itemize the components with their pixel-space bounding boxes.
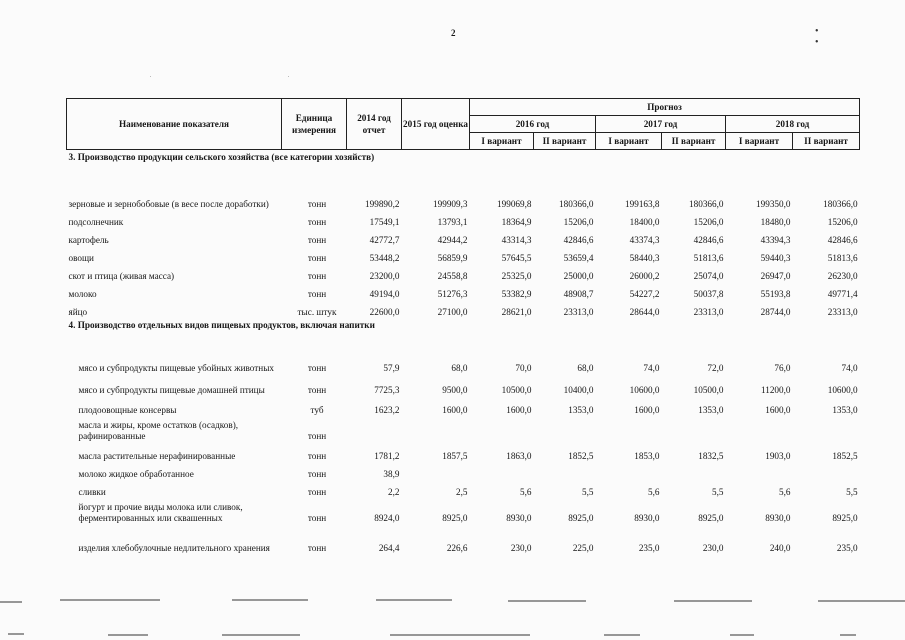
indicator-name: картофель [68,234,109,245]
value-cell: 2,5 [456,486,468,497]
value-cell: 42846,6 [693,234,724,245]
table-row [67,282,860,300]
table-row [67,228,860,246]
table-row [67,346,860,374]
unit-cell: тонн [307,234,327,245]
value-cell: 38,9 [383,468,400,479]
value-cell: 1600,0 [442,404,468,415]
value-cell: 1857,5 [442,450,468,461]
value-cell: 17549,1 [369,216,400,227]
header-year-2017: 2017 год [596,116,726,133]
value-cell: 23313,0 [563,306,594,317]
table-row [67,264,860,282]
section-title: 4. Производство отдельных видов пищевых продуктов, включая напитки [68,319,375,330]
value-cell: 58440,3 [629,252,660,263]
table-row [67,374,860,396]
indicator-name: мясо и субпродукты пищевые убойных животных [78,362,274,373]
unit-cell: туб [310,404,324,415]
table-row [67,210,860,228]
value-cell: 8925,0 [698,512,724,523]
value-cell [402,462,470,480]
value-cell: 8925,0 [442,512,468,523]
value-cell: 74,0 [841,362,858,373]
value-cell: 9500,0 [442,384,468,395]
value-cell: 10600,0 [827,384,858,395]
header-year-2014: 2014 год отчет [347,99,402,150]
value-cell: 18480,0 [760,216,791,227]
value-cell: 225,0 [572,542,594,553]
value-cell: 56859,9 [437,252,468,263]
value-cell: 23200,0 [369,270,400,281]
header-indicator-name: Наименование показателя [67,99,282,150]
section-row [67,318,860,346]
value-cell: 53659,4 [563,252,594,263]
value-cell: 25074,0 [693,270,724,281]
table-row [67,498,860,524]
value-cell: 1353,0 [698,404,724,415]
value-cell: 199350,0 [756,198,791,209]
unit-cell: тонн [307,450,327,461]
section-row [67,150,860,182]
value-cell: 10500,0 [501,384,532,395]
table-header [67,99,860,150]
value-cell: 43394,3 [760,234,791,245]
value-cell [726,462,793,480]
table-row [67,442,860,462]
value-cell: 18400,0 [629,216,660,227]
value-cell: 48908,7 [563,288,594,299]
value-cell: 5,6 [779,486,791,497]
scan-corner-marks: • • [815,26,859,48]
header-unit: Единица измерения [282,99,347,150]
value-cell: 15206,0 [693,216,724,227]
value-cell: 10400,0 [563,384,594,395]
value-cell: 74,0 [643,362,660,373]
value-cell: 8930,0 [765,512,791,523]
table-row [67,246,860,264]
table-row [67,300,860,318]
indicator-name: масла растительные нерафинированные [78,450,236,461]
value-cell: 10500,0 [693,384,724,395]
value-cell: 15206,0 [827,216,858,227]
value-cell: 7725,3 [374,384,400,395]
value-cell: 72,0 [707,362,724,373]
value-cell: 264,4 [378,542,400,553]
value-cell: 68,0 [451,362,468,373]
value-cell: 57,9 [383,362,400,373]
value-cell [793,416,860,442]
value-cell: 53448,2 [369,252,400,263]
value-cell: 1353,0 [832,404,858,415]
unit-cell: тонн [307,430,327,441]
scan-speck [288,76,289,77]
indicator-name: масла и жиры, кроме остатков (осадков), рафинированные [78,419,239,441]
value-cell: 2,2 [388,486,400,497]
value-cell: 28744,0 [760,306,791,317]
indicator-name: мясо и субпродукты пищевые домашней птицы [78,384,265,395]
header-2017-variant-1: I вариант [596,133,662,150]
value-cell: 1853,0 [634,450,660,461]
value-cell: 70,0 [515,362,532,373]
value-cell: 51813,6 [693,252,724,263]
value-cell: 68,0 [577,362,594,373]
value-cell: 25325,0 [501,270,532,281]
value-cell: 180366,0 [823,198,858,209]
table-row [67,480,860,498]
header-year-2015: 2015 год оценка [402,99,470,150]
unit-cell: тонн [307,198,327,209]
value-cell: 1600,0 [765,404,791,415]
unit-cell: тонн [307,252,327,263]
value-cell: 28644,0 [629,306,660,317]
value-cell [726,416,793,442]
value-cell: 180366,0 [689,198,724,209]
section-title: 3. Производство продукции сельского хозяйства (все категории хозяйств) [68,152,375,162]
page-number: 2 [451,28,456,38]
unit-cell: тонн [307,362,327,373]
header-year-2018: 2018 год [726,116,860,133]
value-cell: 26947,0 [760,270,791,281]
value-cell: 5,6 [520,486,532,497]
value-cell: 18364,9 [501,216,532,227]
value-cell: 13793,1 [437,216,468,227]
value-cell: 50037,8 [693,288,724,299]
table-row [67,462,860,480]
table-row [67,524,860,554]
value-cell: 235,0 [638,542,660,553]
value-cell: 5,5 [712,486,724,497]
indicator-name: скот и птица (живая масса) [68,270,175,281]
value-cell: 1781,2 [374,450,400,461]
table-row [67,396,860,416]
value-cell: 8930,0 [506,512,532,523]
value-cell: 11200,0 [760,384,791,395]
scan-bottom-rules [0,596,905,640]
value-cell: 8930,0 [634,512,660,523]
header-2017-variant-2: II вариант [662,133,726,150]
value-cell: 76,0 [774,362,791,373]
indicator-name: плодоовощные консервы [78,404,177,415]
value-cell: 235,0 [836,542,858,553]
value-cell: 8925,0 [568,512,594,523]
value-cell: 53382,9 [501,288,532,299]
header-2016-variant-2: II вариант [534,133,596,150]
table-body [67,150,860,554]
header-year-2016: 2016 год [470,116,596,133]
value-cell [402,416,470,442]
value-cell: 57645,5 [501,252,532,263]
value-cell: 23313,0 [693,306,724,317]
value-cell: 42846,6 [827,234,858,245]
value-cell [596,416,662,442]
value-cell: 43374,3 [629,234,660,245]
value-cell: 1600,0 [506,404,532,415]
unit-cell: тонн [307,288,327,299]
value-cell: 199890,2 [365,198,400,209]
value-cell: 1903,0 [765,450,791,461]
table-row [67,182,860,210]
value-cell [662,462,726,480]
value-cell: 59440,3 [760,252,791,263]
indicator-name: молоко [68,288,97,299]
value-cell: 199163,8 [625,198,660,209]
value-cell: 55193,8 [760,288,791,299]
value-cell: 230,0 [510,542,532,553]
indicator-name: зерновые и зернобобовые (в весе после доработки) [68,198,269,209]
value-cell: 5,5 [582,486,594,497]
value-cell: 5,5 [846,486,858,497]
indicator-name: изделия хлебобулочные недлительного хранения [78,542,270,553]
forecast-table [66,98,860,554]
value-cell: 54227,2 [629,288,660,299]
value-cell [347,416,402,442]
value-cell: 5,6 [648,486,660,497]
indicator-name: овощи [68,252,94,263]
table-row [67,416,860,442]
value-cell: 1600,0 [634,404,660,415]
value-cell: 240,0 [769,542,791,553]
value-cell: 15206,0 [563,216,594,227]
value-cell [662,416,726,442]
value-cell: 230,0 [702,542,724,553]
value-cell: 8924,0 [374,512,400,523]
value-cell: 25000,0 [563,270,594,281]
indicator-name: молоко жидкое обработанное [78,468,194,479]
value-cell: 51813,6 [827,252,858,263]
value-cell: 22600,0 [369,306,400,317]
value-cell: 26230,0 [827,270,858,281]
header-2018-variant-1: I вариант [726,133,793,150]
value-cell: 1623,2 [374,404,400,415]
value-cell: 199909,3 [433,198,468,209]
value-cell: 49194,0 [369,288,400,299]
value-cell [470,416,534,442]
value-cell: 8925,0 [832,512,858,523]
value-cell [793,462,860,480]
value-cell: 26000,2 [629,270,660,281]
value-cell: 1832,5 [698,450,724,461]
unit-cell: тонн [307,542,327,553]
value-cell [596,462,662,480]
value-cell [534,462,596,480]
value-cell: 42846,6 [563,234,594,245]
value-cell: 1863,0 [506,450,532,461]
unit-cell: тыс. штук [297,306,337,317]
unit-cell: тонн [307,216,327,227]
header-2018-variant-2: II вариант [793,133,860,150]
value-cell: 199069,8 [497,198,532,209]
value-cell [470,462,534,480]
value-cell: 42944,2 [437,234,468,245]
header-forecast: Прогноз [470,99,860,116]
value-cell [534,416,596,442]
value-cell: 27100,0 [437,306,468,317]
value-cell: 23313,0 [827,306,858,317]
value-cell: 1353,0 [568,404,594,415]
value-cell: 42772,7 [369,234,400,245]
unit-cell: тонн [307,384,327,395]
value-cell: 180366,0 [559,198,594,209]
header-2016-variant-1: I вариант [470,133,534,150]
value-cell: 28621,0 [501,306,532,317]
unit-cell: тонн [307,270,327,281]
value-cell: 43314,3 [501,234,532,245]
indicator-name: йогурт и прочие виды молока или сливок, ферментированных или сквашенных [78,501,243,523]
unit-cell: тонн [307,486,327,497]
value-cell: 1852,5 [832,450,858,461]
value-cell: 49771,4 [827,288,858,299]
value-cell: 10600,0 [629,384,660,395]
unit-cell: тонн [307,468,327,479]
value-cell: 24558,8 [437,270,468,281]
value-cell: 1852,5 [568,450,594,461]
value-cell: 51276,3 [437,288,468,299]
indicator-name: подсолнечник [68,216,124,227]
value-cell: 226,6 [446,542,468,553]
indicator-name: яйцо [68,306,88,317]
scan-speck [150,76,151,77]
indicator-name: сливки [78,486,106,497]
unit-cell: тонн [307,512,327,523]
